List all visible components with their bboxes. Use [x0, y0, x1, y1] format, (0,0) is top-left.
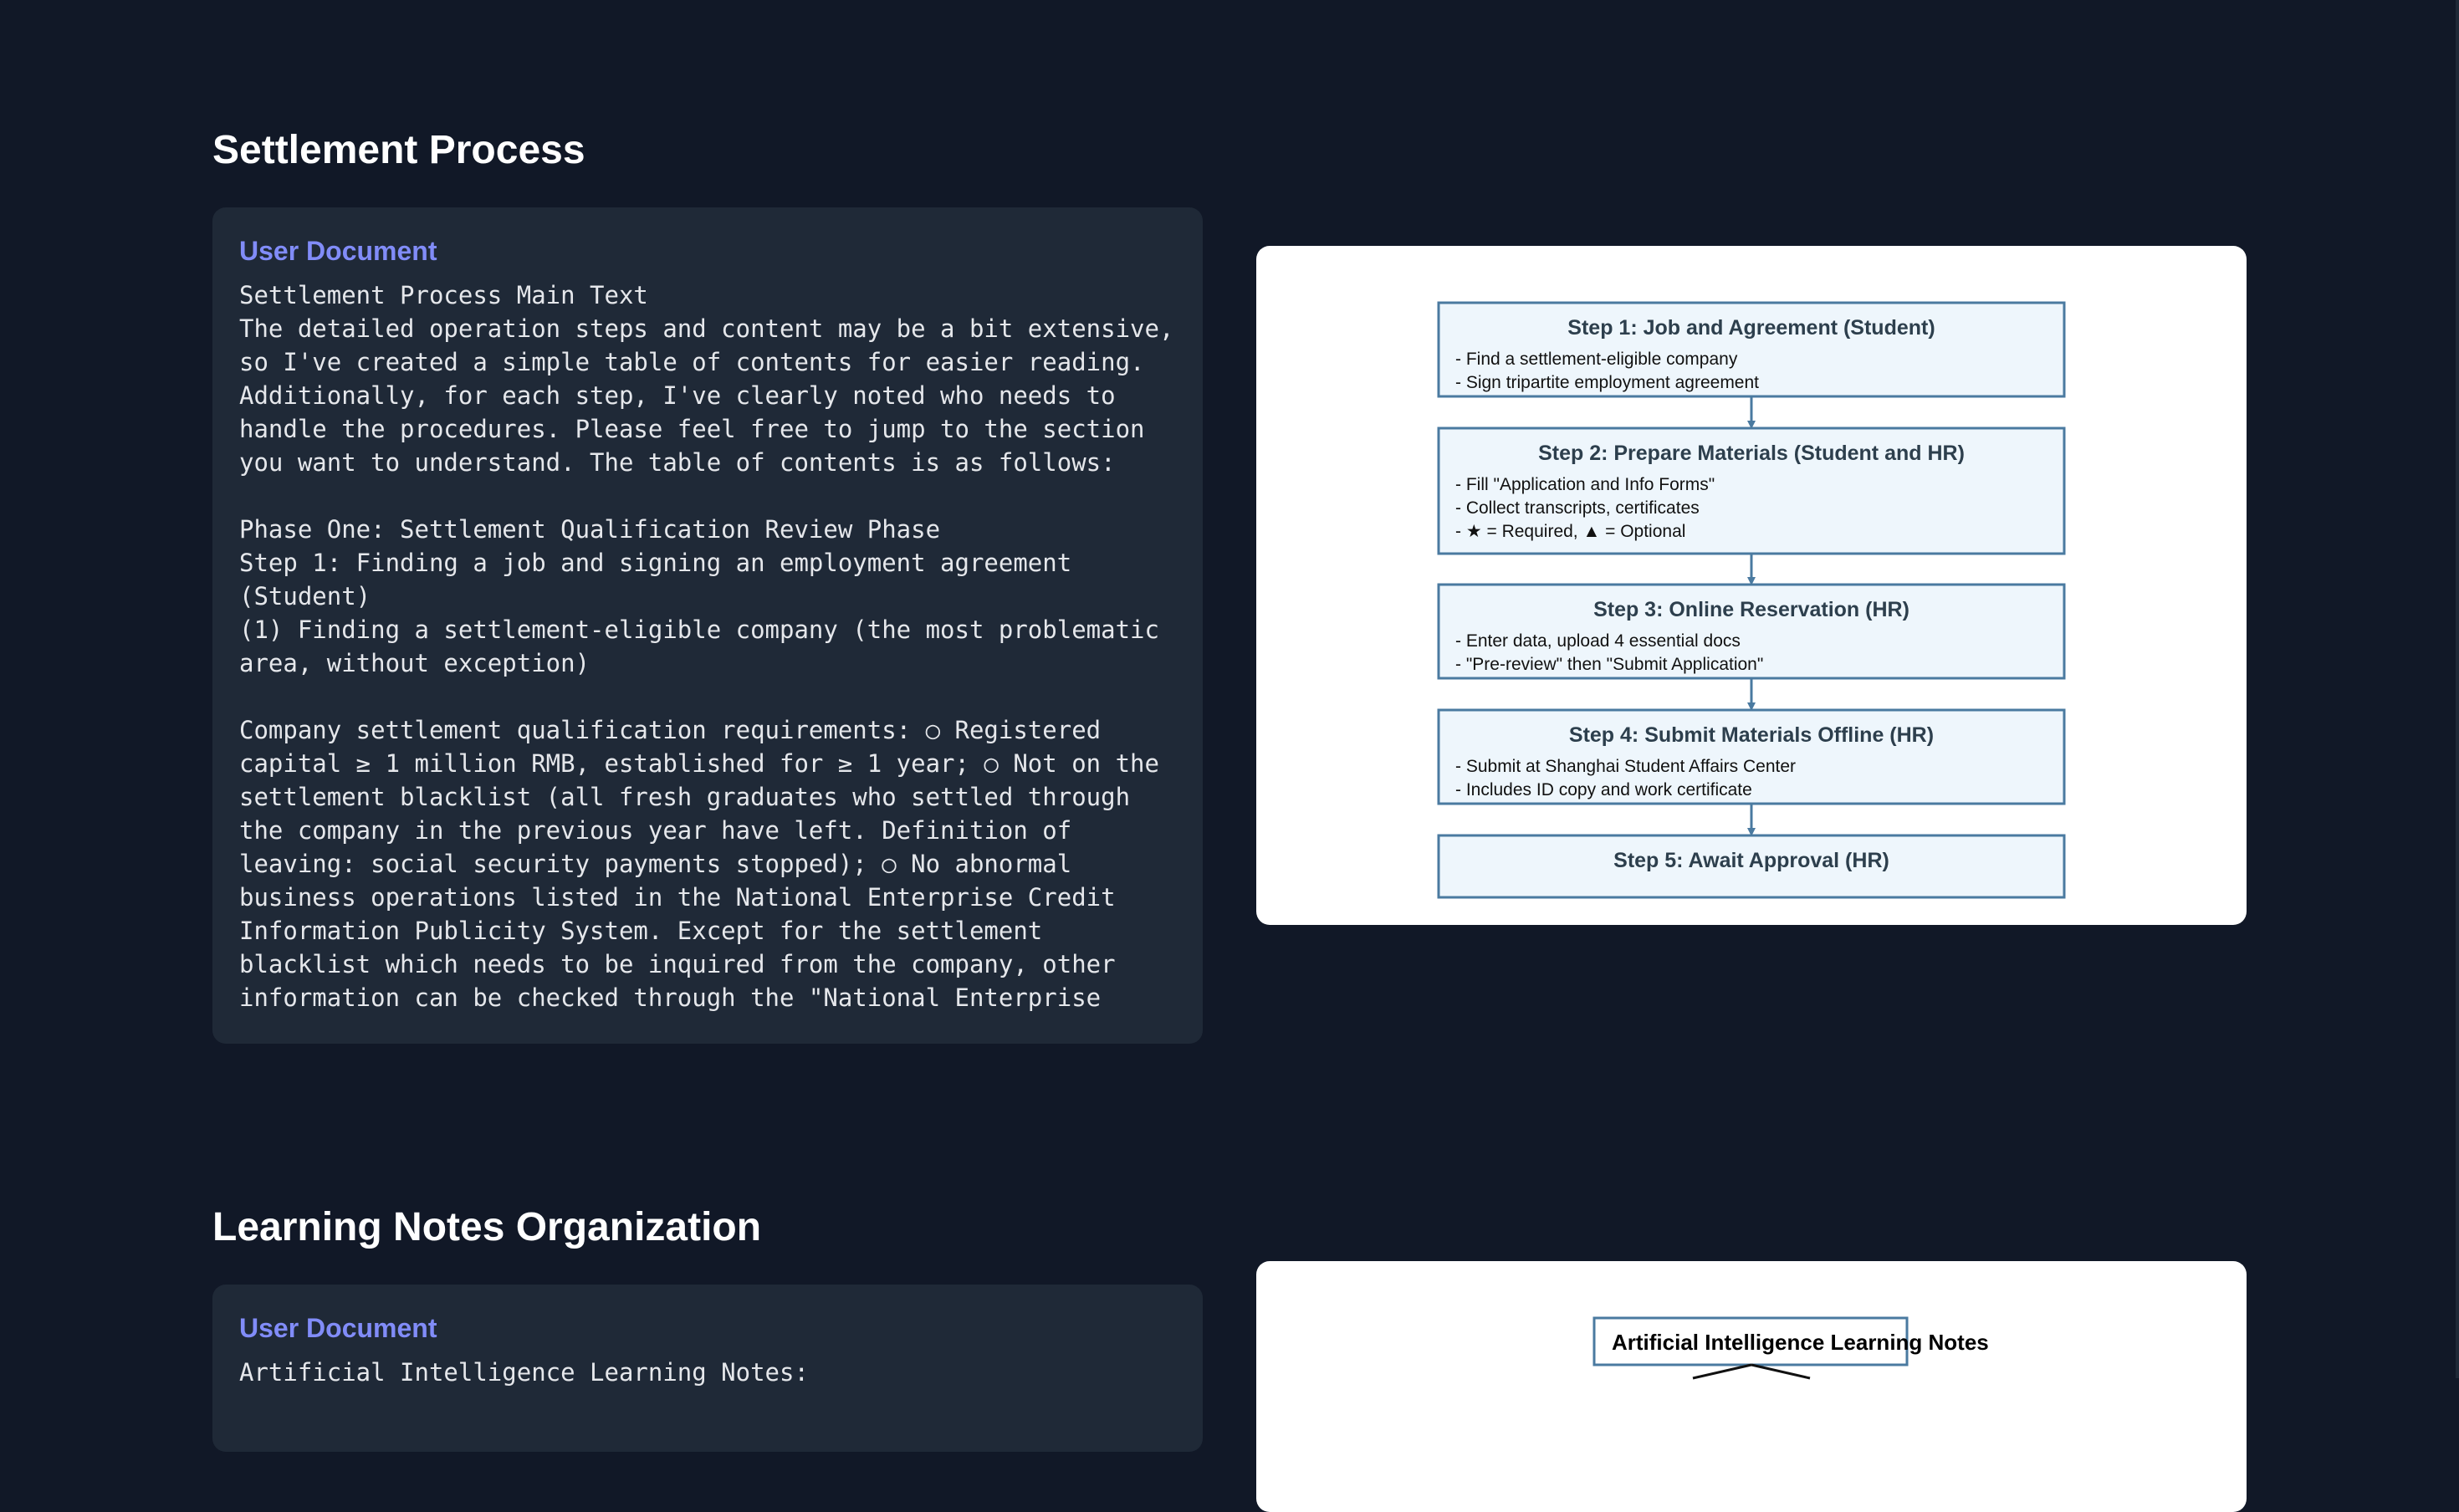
section-title-learning-notes: Learning Notes Organization: [212, 1205, 762, 1249]
flow-step-1: [1439, 303, 2064, 396]
flow-step-detail: - Fill "Application and Info Forms": [1455, 475, 1715, 494]
flow-step-2: [1439, 428, 2064, 554]
section-title-settlement: Settlement Process: [212, 128, 585, 172]
mindmap-card: [1256, 1261, 2247, 1512]
flow-step-detail: - Submit at Shanghai Student Affairs Center: [1455, 757, 1797, 776]
mindmap-branch-right: [1751, 1365, 1810, 1378]
flow-step-title: Step 4: Submit Materials Offline (HR): [1568, 723, 1935, 747]
user-document-label-2: User Document: [239, 1313, 437, 1343]
flow-step-detail: - Sign tripartite employment agreement: [1455, 373, 1759, 392]
flow-step-3: [1439, 585, 2064, 678]
document-text-2: Artificial Intelligence Learning Notes:: [239, 1358, 809, 1387]
document-text: Settlement Process Main Text The detailed operation steps and content may be a bit extensive, so I've created a simple table of contents for easier reading. Additionally, for each step, I've clearly noted who needs to handle the procedures. Please feel free to jump to the section you want to understand. The table of contents is as follows: Phase One: Settlement Qualification Review Phase Step 1: Finding a job and signing an employment agreement (Student) (1) Finding a settlement-eligible company (the most problematic area, without exception) Company settlement qualification requirements: ○ Registered capital ≥ 1 million RMB, established for ≥ 1 year; ○ Not on the settlement blacklist (all fresh graduates who settled through the company in the previous year have left. Definition of leaving: social security payments stopped); ○ No abnormal business operations listed in the National Enterprise Credit Information Publicity System. Except for the settlement blacklist which needs to be inquired from the company, other information can be checked through the "National Enterprise: [239, 281, 1174, 1012]
mindmap-root-title: Artificial Intelligence Learning Notes: [1612, 1330, 1989, 1355]
user-document-card[interactable]: [212, 207, 1203, 1044]
flow-step-title: Step 1: Job and Agreement (Student): [1567, 316, 1935, 340]
flow-step-title: Step 3: Online Reservation (HR): [1593, 598, 1909, 621]
flow-step-4: [1439, 710, 2064, 804]
flow-step-detail: - Includes ID copy and work certificate: [1455, 780, 1752, 799]
flow-step-detail: - ★ = Required, ▲ = Optional: [1455, 522, 1686, 541]
document-text-viewport[interactable]: [239, 278, 1176, 1012]
settlement-flowchart: [1256, 246, 2247, 925]
flow-step-detail: - Find a settlement-eligible company: [1455, 350, 1738, 369]
flow-step-detail: - "Pre-review" then "Submit Application": [1455, 655, 1764, 674]
flow-step-5: [1439, 835, 2064, 897]
flow-step-detail: - Collect transcripts, certificates: [1455, 498, 1700, 518]
flow-step-title: Step 2: Prepare Materials (Student and HR): [1538, 442, 1965, 465]
flow-step-detail: - Enter data, upload 4 essential docs: [1455, 631, 1741, 651]
page-scrollbar-edge: [2456, 0, 2459, 1378]
user-document-label: User Document: [239, 236, 437, 266]
flow-step-title: Step 5: Await Approval (HR): [1613, 849, 1889, 872]
user-document-card-2[interactable]: [212, 1285, 1203, 1452]
flowchart-card: [1256, 246, 2247, 925]
mindmap-branch-left: [1693, 1365, 1751, 1378]
learning-notes-diagram: [1256, 1261, 2247, 1512]
